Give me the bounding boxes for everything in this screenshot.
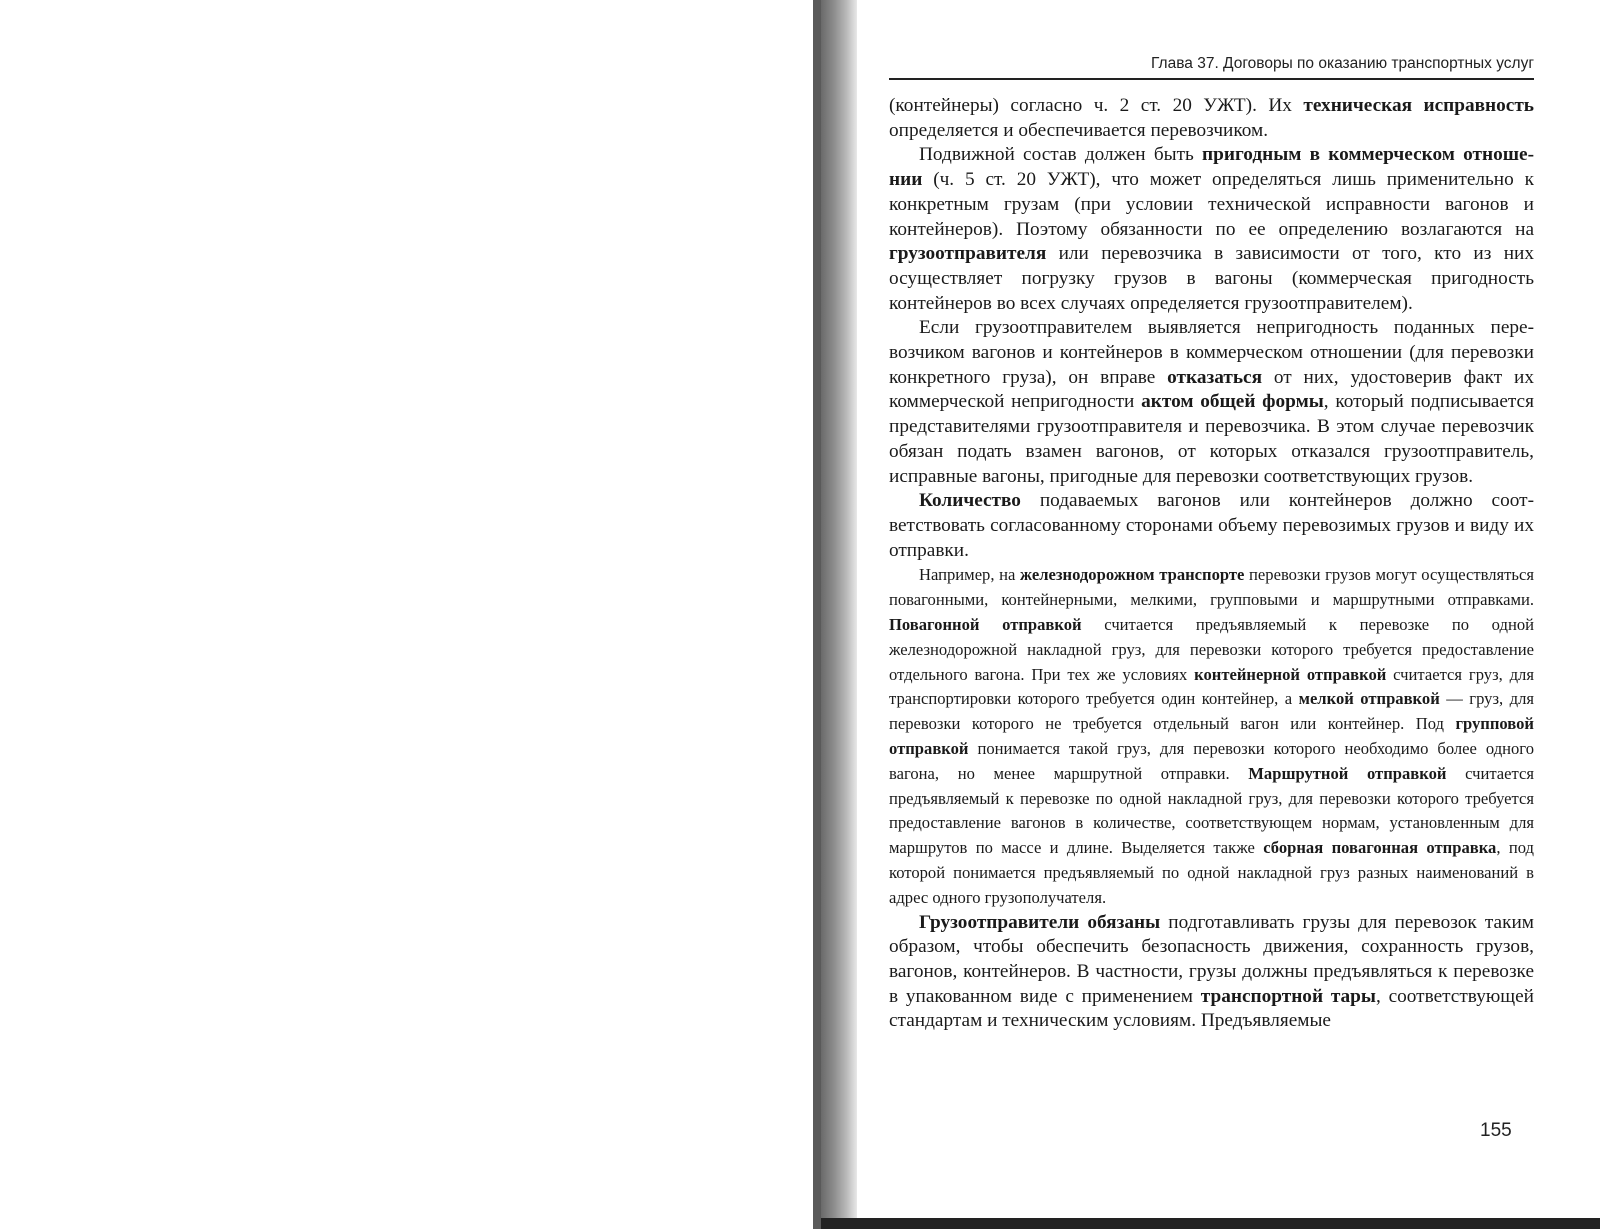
text-span: понимается такой груз, для перевозки которого необходимо более одного вагона, но менее маршрутной отправки.: [889, 738, 1534, 783]
bold-term: железнодорожном транспорте: [1020, 565, 1245, 585]
bold-term: Повагонной отправкой: [889, 614, 1082, 634]
bold-term: отказаться: [1167, 366, 1263, 388]
text-span: — груз, для перевозки которого не требуется отдельный вагон или контейнер. Под: [889, 689, 1535, 734]
running-head: Глава 37. Договоры по оказанию транспортных услуг: [889, 55, 1534, 80]
bold-term: Количество: [919, 490, 1021, 512]
example-paragraph: [889, 563, 1534, 910]
bold-term: сборная повагонная отправка: [1263, 838, 1497, 858]
bold-term: транспортной тары: [1200, 985, 1376, 1007]
bold-term: актом общей формы: [1141, 391, 1324, 413]
text-span: , под которой понимается предъявляемый по одной накладной груз разных наименований в адрес одного грузополучателя.: [889, 838, 1534, 907]
bold-term: мелкой отправкой: [1298, 689, 1440, 709]
bold-term: техническая исправность: [1303, 95, 1535, 116]
bold-term: грузоотправителя: [889, 243, 1047, 265]
text-span: считается предъявляемый к перевозке по одной накладной груз, для перевозки которого требуется предоставление вагонов в количестве, соответствующем нормам, установленным для маршрутов по массе и длине. Выделяется также: [889, 763, 1534, 858]
text-span: считается предъявляемый к перевозке по одной железнодорожной накладной груз, для перевозки которого требуется предоставление отдельного вагона. При тех же условиях: [889, 614, 1534, 684]
bold-term: пригодным в коммерческом отношении: [889, 144, 1534, 191]
text-span: Например, на: [919, 565, 1021, 585]
page-number: 155: [1480, 1120, 1512, 1141]
book-gutter-shadow: [821, 0, 857, 1229]
text-span: от них, удостоверив факт их коммерческой непригодности: [889, 366, 1534, 413]
scan-bottom-edge: [821, 1218, 1600, 1229]
paragraph-2: [889, 143, 1534, 316]
paragraph-3: [889, 316, 1534, 489]
text-span: (ч. 5 ст. 20 УЖТ), что может определяться лишь применительно к конкретным грузам (при условии технической исправности вагонов и контейнеров). Поэтому обязанности по ее определению возлагаются на: [889, 169, 1534, 240]
text-span: подаваемых вагонов или контейнеров должно соответствовать согласованному сторонами объему перевозимых грузов и виду их отправки.: [889, 490, 1534, 561]
text-span: Если грузоотправителем выявляется непригодность поданных перевозчиком вагонов и контейнеров в коммерческом отношении (для перевозки конкретного груза), он вправе: [889, 317, 1534, 388]
paragraph-4: [889, 489, 1534, 563]
text-span: или перевозчика в зависимости от того, кто из них осуществляет погрузку грузов в вагоны (коммерческая пригодность контейнеров во всех случаях определяется грузоотправителем).: [889, 243, 1534, 314]
bold-term: контейнерной отправкой: [1194, 664, 1387, 684]
body-text: [889, 94, 1534, 563]
body-text-continued: [889, 911, 1534, 1035]
bold-term: Маршрутной отправкой: [1248, 763, 1447, 783]
book-page: [889, 45, 1534, 1034]
text-span: , соответствующей стандартам и техническим условиям. Предъявляемые: [889, 985, 1534, 1032]
bold-term: Грузоотправители обязаны: [919, 911, 1161, 933]
text-span: (контейнеры) согласно ч. 2 ст. 20 УЖТ). Их: [889, 95, 1304, 116]
text-span: Подвижной состав должен быть: [919, 144, 1203, 166]
text-span: , который подписывается представителями грузоотправителя и перевозчика. В этом случае перевозчик обязан подать взамен вагонов, от которых отказался грузоотправитель, исправные вагоны, пригодные для перевозки соответствующих грузов.: [889, 391, 1534, 487]
text-span: подготавливать грузы для перевозок таким образом, чтобы обеспечить безопасность движения, сохранность грузов, вагонов, контейнеров. В частности, грузы должны предъявляться к перевозке в упакованном виде с применением: [889, 911, 1534, 1007]
paragraph-1: [889, 94, 1534, 143]
bold-term: групповой отправкой: [889, 714, 1534, 758]
text-span: перевозки грузов могут осуществляться повагонными, контейнерными, мелкими, групповыми и маршрутными отправками.: [889, 565, 1534, 610]
text-span: определяется и обеспечивается перевозчиком.: [889, 119, 1269, 141]
paragraph-5: [889, 911, 1534, 1035]
example-block: [889, 563, 1534, 910]
text-span: считается груз, для транспортировки которого требуется один контейнер, а: [889, 664, 1534, 709]
